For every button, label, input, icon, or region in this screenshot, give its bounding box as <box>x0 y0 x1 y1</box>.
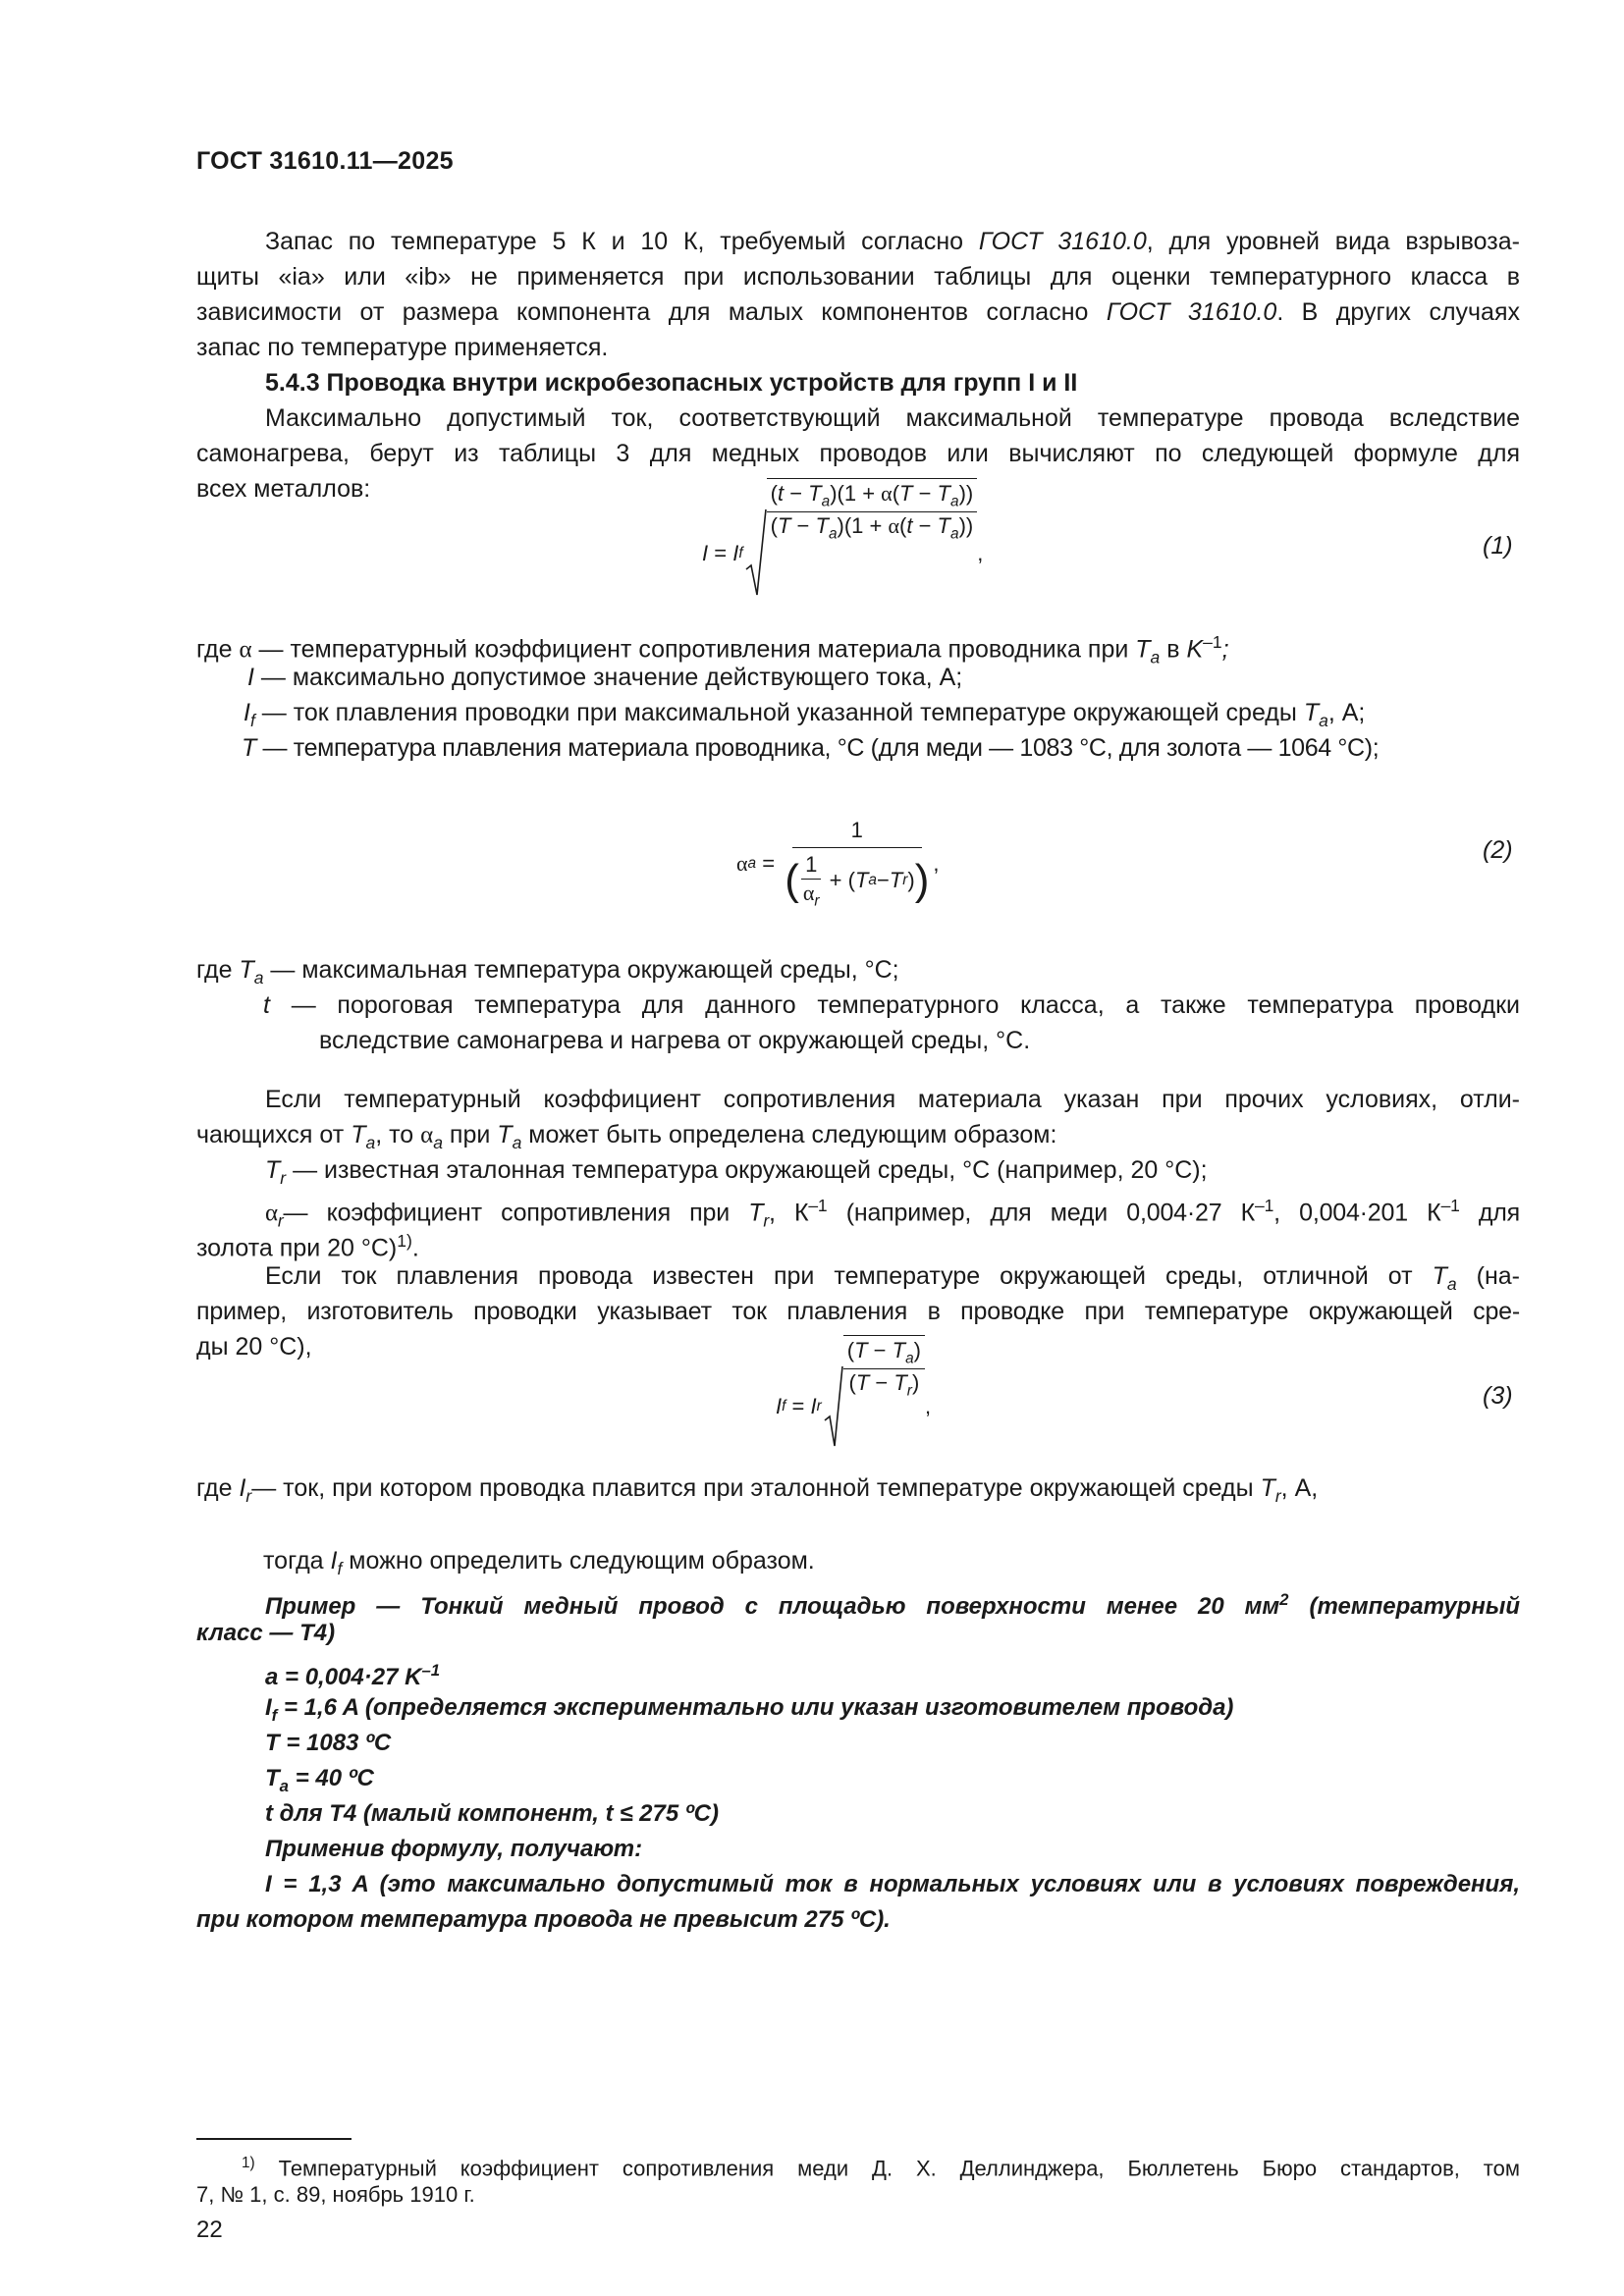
equation-2: α a = 1 ( $\frac{1}{\alpha_r}$ + ( T a − T r ) ) , <box>736 817 940 910</box>
symbol: I <box>732 541 739 565</box>
where-word: где <box>196 635 233 664</box>
numerator: 1 <box>792 818 922 848</box>
symbol: t <box>263 991 270 1019</box>
sqrt-sign <box>745 507 767 601</box>
symbol: T <box>265 1156 281 1184</box>
fraction <box>781 818 933 910</box>
equation-1-number: (1) <box>1483 532 1513 560</box>
where2-t-line-2: вследствие самонагрева и нагрева от окружающей среды, °С. <box>319 1027 1031 1054</box>
reference: ГОСТ 31610.0 <box>1106 298 1277 326</box>
text: в <box>1166 635 1180 664</box>
text: — температура плавления материала проводника, °С (для меди — 1083 °С, для золота — 1064 °С); <box>262 734 1380 762</box>
example-alpha: a = 0,004·27 $K^{-1}$ <box>265 1661 441 1690</box>
text: — известная эталонная температура окружающей среды, °С (например, 20 °С); <box>293 1156 1208 1184</box>
reference: ГОСТ 31610.0 <box>978 228 1147 255</box>
where2-Ta: где $T_a$ — максимальная температура окружающей среды, °С; <box>196 956 899 988</box>
symbol: T <box>1303 699 1320 726</box>
denominator: $(T - T_a)(1 + \alpha(t - T_a))$ <box>770 513 974 543</box>
symbol: = <box>714 541 728 565</box>
sqrt-sign <box>824 1363 843 1450</box>
p3-alpha-r-line-2: золота при 20 °С)$^{1)}$. <box>196 1231 419 1262</box>
symbol: T <box>1135 635 1151 664</box>
footnote-ref[interactable]: 1) <box>397 1231 412 1251</box>
footnote-mark: 1) <box>242 2155 255 2171</box>
section-title: 5.4.3 Проводка внутри искробезопасных устройств для групп I и II <box>265 369 1078 397</box>
numerator: $(t - T_a)(1 + \alpha(T - T_a))$ <box>767 481 978 512</box>
where1-alpha: где α — температурный коэффициент сопротивления материала проводника при $T_a$ в $K^{-1}$; <box>196 632 1229 667</box>
fraction: $\frac{(T - T_a)}{(T - T_r)}$ <box>843 1338 925 1401</box>
text: — пороговая температура для данного температурного класса, а также температура проводки <box>291 991 1520 1019</box>
then-line: тогда $I_f$ можно определить следующим образом. <box>263 1547 815 1578</box>
p1-line-3 <box>196 294 1520 330</box>
example-line-1: Пример — Тонкий медный провод с площадью поверхности менее 20 $мм^2$ (температурный <box>265 1590 1520 1620</box>
example-If: $I_f = 1,6$ A (определяется экспериментально или указан изготовителем провода) <box>265 1694 1234 1725</box>
text: , А; <box>1327 699 1366 726</box>
denominator: ( $\frac{1}{\alpha_r}$ + ( T a − T r ) ) <box>785 851 930 910</box>
footnote-line-1: $^{1)}$ Температурный коэффициент сопротивления меди Д. Х. Деллинджера, Бюллетень Бюро стандартов, том <box>242 2155 1520 2181</box>
p4-line-1: Если ток плавления провода известен при температуре окружающей среды, отличной от $T_a$ (на- <box>265 1262 1520 1294</box>
p2-line-3: всех металлов: <box>196 475 371 503</box>
sqrt-body <box>767 478 978 544</box>
text: , для уровней вида взрывоза- <box>1146 228 1520 255</box>
p2-line-2: самонагрева, берут из таблицы 3 для медных проводов или вычисляют по следующей формуле для <box>196 440 1520 467</box>
p3-line-1: Если температурный коэффициент сопротивления материала указан при прочих условиях, отли- <box>265 1086 1520 1113</box>
example-t: t для Т4 (малый компонент, t ≤ 275 ºC) <box>265 1800 719 1827</box>
text: зависимости от размера компонента для малых компонентов согласно <box>196 298 1107 326</box>
page-number: 22 <box>196 2216 223 2243</box>
equation-1: I = I f $\frac{(t - T_a)(1 + \alpha(T - T_a))}{(T - T_a)(1 + \alpha(t - T_a))}$ , <box>702 507 983 601</box>
text: Запас по температуре 5 К и 10 К, требуемый согласно <box>265 228 979 255</box>
symbol: = <box>762 851 776 876</box>
symbol: T <box>239 956 254 984</box>
symbol: T <box>242 734 256 762</box>
p2-line-1: Максимально допустимый ток, соответствующий максимальной температуре провода вследствие <box>265 404 1520 432</box>
symbol: α <box>239 636 252 664</box>
sqrt-body <box>843 1335 925 1401</box>
where3-Ir: где $I_r—$ ток, при котором проводка плавится при эталонной температуре окружающей среды $T_r$, А, <box>196 1474 1319 1506</box>
example-apply: Применив формулу, получают: <box>265 1836 643 1862</box>
text: . В других случаях <box>1276 298 1521 326</box>
p1-line-4: запас по температуре применяется. <box>196 334 609 361</box>
example-line-2: класс — Т4) <box>196 1620 336 1646</box>
equation-3: I f = I r $\frac{(T - T_a)}{(T - T_r)}$ , <box>776 1362 931 1451</box>
p3-line-2: чающихся от $T_a$, то $\alpha_a$ при $T_a$ может быть определена следующим образом: <box>196 1121 1057 1152</box>
footnote-separator <box>196 2138 352 2140</box>
text: — максимальная температура окружающей среды, °С; <box>270 956 899 984</box>
where1-T <box>242 730 1528 766</box>
equation-3-number: (3) <box>1483 1382 1513 1410</box>
p4-line-2: пример, изготовитель проводки указывает ток плавления в проводке при температуре окружающей сре- <box>196 1298 1520 1325</box>
text: — ток плавления проводки при максимальной указанной температуре окружающей среды <box>261 699 1297 726</box>
p1-line-2: щиты «ia» или «ib» не применяется при использовании таблицы для оценки температурного класса в <box>196 263 1520 291</box>
where1-I <box>247 660 1524 695</box>
where2-t-line-1 <box>263 988 1520 1023</box>
fraction <box>767 481 978 544</box>
symbol: K <box>1186 635 1204 664</box>
p3-Tr: $T_r$ — известная эталонная температура окружающей среды, °С (например, 20 °С); <box>265 1156 1208 1188</box>
where1-If: $I_f$ — ток плавления проводки при максимальной указанной температуре окружающей среды $T_a$, А; <box>244 699 1366 730</box>
where-word: где <box>196 956 233 984</box>
symbol: α <box>736 851 748 876</box>
example-result-line-1: I = 1,3 A (это максимально допустимый ток в нормальных условиях или в условиях повреждения, <box>265 1871 1520 1897</box>
example-result-line-2: при котором температура провода не превысит 275 ºC). <box>196 1906 891 1933</box>
text: — температурный коэффициент сопротивления материала проводника при <box>258 635 1129 664</box>
equation-2-number: (2) <box>1483 836 1513 864</box>
document-header: ГОСТ 31610.11—2025 <box>196 147 454 175</box>
footnote-line-2: 7, № 1, с. 89, ноябрь 1910 г. <box>196 2182 475 2207</box>
text: — максимально допустимое значение действующего тока, А; <box>260 664 963 691</box>
p3-alpha-r-line-1: $\alpha_r—$ коэффициент сопротивления при $T_r$, $К^{-1}$ (например, для меди 0,004·27 $К^{-1}$, 0,004·201 $К^{-1}$ для <box>265 1196 1521 1231</box>
symbol: I <box>702 541 709 565</box>
example-T: T = 1083 ºC <box>265 1730 392 1756</box>
subscript: f <box>738 545 743 561</box>
p1-line-1 <box>265 224 1520 259</box>
example-Ta: $T_a = 40$ ºC <box>265 1765 374 1795</box>
symbol: I <box>247 664 254 691</box>
p4-line-3: ды 20 °С), <box>196 1333 312 1361</box>
symbol: I <box>244 699 250 726</box>
inner-fraction: $\frac{1}{\alpha_r}$ <box>802 851 820 910</box>
